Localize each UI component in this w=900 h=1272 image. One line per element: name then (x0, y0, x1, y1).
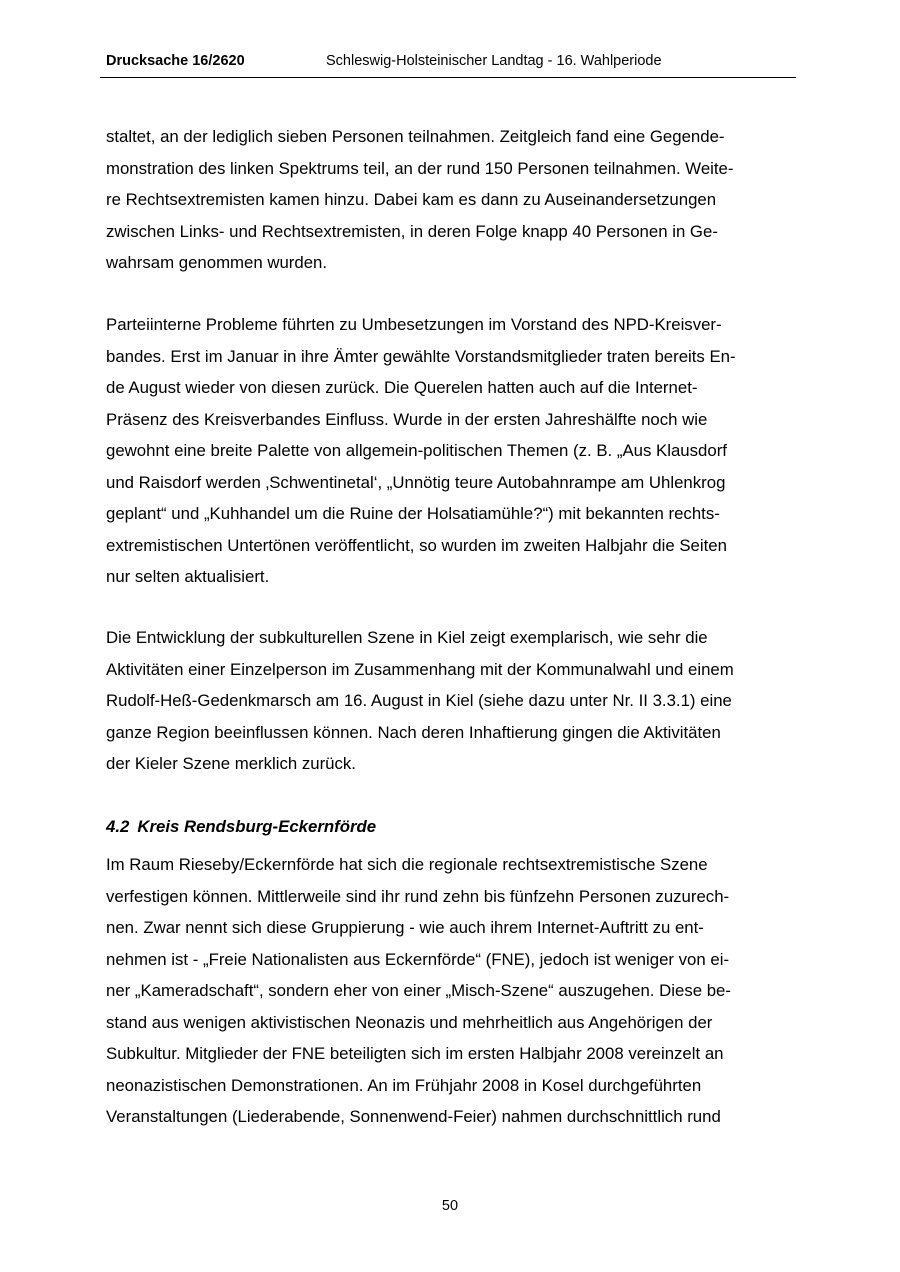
text-line: der Kieler Szene merklich zurück. (106, 754, 356, 773)
text-line: und Raisdorf werden ‚Schwentinetal‘, „Unnötig teure Autobahnrampe am Uhlenkrog (106, 472, 726, 492)
section-paragraph (106, 849, 731, 1133)
text-line: Im Raum Rieseby/Eckernförde hat sich die regionale rechtsextremistische Szene (106, 855, 708, 874)
text-line: Subkultur. Mitglieder der FNE beteiligten sich im ersten Halbjahr 2008 vereinzelt an (106, 1044, 724, 1063)
text-line: gewohnt eine breite Palette von allgemein-politischen Themen (z. B. „Aus Klausdorf (106, 441, 727, 460)
text-line: Veranstaltungen (Liederabende, Sonnenwend-Feier) nahmen durchschnittlich rund (106, 1107, 721, 1126)
section-title: Kreis Rendsburg-Eckernförde (137, 817, 377, 836)
text-line: re Rechtsextremisten kamen hinzu. Dabei kam es dann zu Auseinandersetzungen (106, 190, 717, 209)
page-header (104, 53, 796, 73)
section-heading (106, 811, 376, 842)
text-line: Aktivitäten einer Einzelperson im Zusammenhang mit der Kommunalwahl und einem (106, 659, 734, 679)
text-line: ner „Kameradschaft“, sondern eher von einer „Misch-Szene“ auszugehen. Diese be- (106, 981, 731, 1000)
header-rule (100, 77, 796, 78)
paragraph-1 (106, 121, 733, 279)
paragraph-3 (106, 622, 734, 780)
text-line: geplant“ und „Kuhhandel um die Ruine der Holsatiamühle?“) mit bekannten rechts- (106, 504, 720, 523)
text-line: monstration des linken Spektrums teil, an der rund 150 Personen teilnahmen. Weite- (106, 158, 734, 178)
text-line: nen. Zwar nennt sich diese Gruppierung - wie auch ihrem Internet-Auftritt zu ent- (106, 918, 704, 937)
paragraph-2 (106, 309, 736, 593)
text-line: de August wieder von diesen zurück. Die Querelen hatten auch auf die Internet- (106, 378, 698, 397)
text-line: staltet, an der lediglich sieben Personen teilnahmen. Zeitgleich fand eine Gegende- (106, 127, 725, 146)
parliament-title: Schleswig-Holsteinischer Landtag - 16. Wahlperiode (326, 53, 662, 69)
text-line: zwischen Links- und Rechtsextremisten, in deren Folge knapp 40 Personen in Ge- (106, 221, 718, 241)
text-line: neonazistischen Demonstrationen. An im Frühjahr 2008 in Kosel durchgeführten (106, 1075, 702, 1095)
text-line: ganze Region beeinflussen können. Nach deren Inhaftierung gingen die Aktivitäten (106, 722, 721, 742)
document-number: Drucksache 16/2620 (106, 53, 245, 69)
text-line: bandes. Erst im Januar in ihre Ämter gewählte Vorstandsmitglieder traten bereits En- (106, 346, 736, 366)
text-line: Parteiinterne Probleme führten zu Umbesetzungen im Vorstand des NPD-Kreisver- (106, 315, 722, 334)
text-line: nehmen ist - „Freie Nationalisten aus Eckernförde“ (FNE), jedoch ist weniger von ei- (106, 949, 730, 969)
text-line: verfestigen können. Mittlerweile sind ihr rund zehn bis fünfzehn Personen zuzurech- (106, 886, 730, 906)
text-line: nur selten aktualisiert. (106, 567, 270, 586)
page-number: 50 (441, 1198, 459, 1214)
text-line: wahrsam genommen wurden. (106, 253, 328, 272)
text-line: extremistischen Untertönen veröffentlicht, so wurden im zweiten Halbjahr die Seiten (106, 535, 727, 555)
text-line: Die Entwicklung der subkulturellen Szene in Kiel zeigt exemplarisch, wie sehr die (106, 628, 708, 647)
text-line: Präsenz des Kreisverbandes Einfluss. Wurde in der ersten Jahreshälfte noch wie (106, 409, 708, 429)
text-line: stand aus wenigen aktivistischen Neonazis und mehrheitlich aus Angehörigen der (106, 1012, 713, 1032)
section-number: 4.2 (106, 817, 130, 836)
text-line: Rudolf-Heß-Gedenkmarsch am 16. August in Kiel (siehe dazu unter Nr. II 3.3.1) eine (106, 691, 732, 710)
